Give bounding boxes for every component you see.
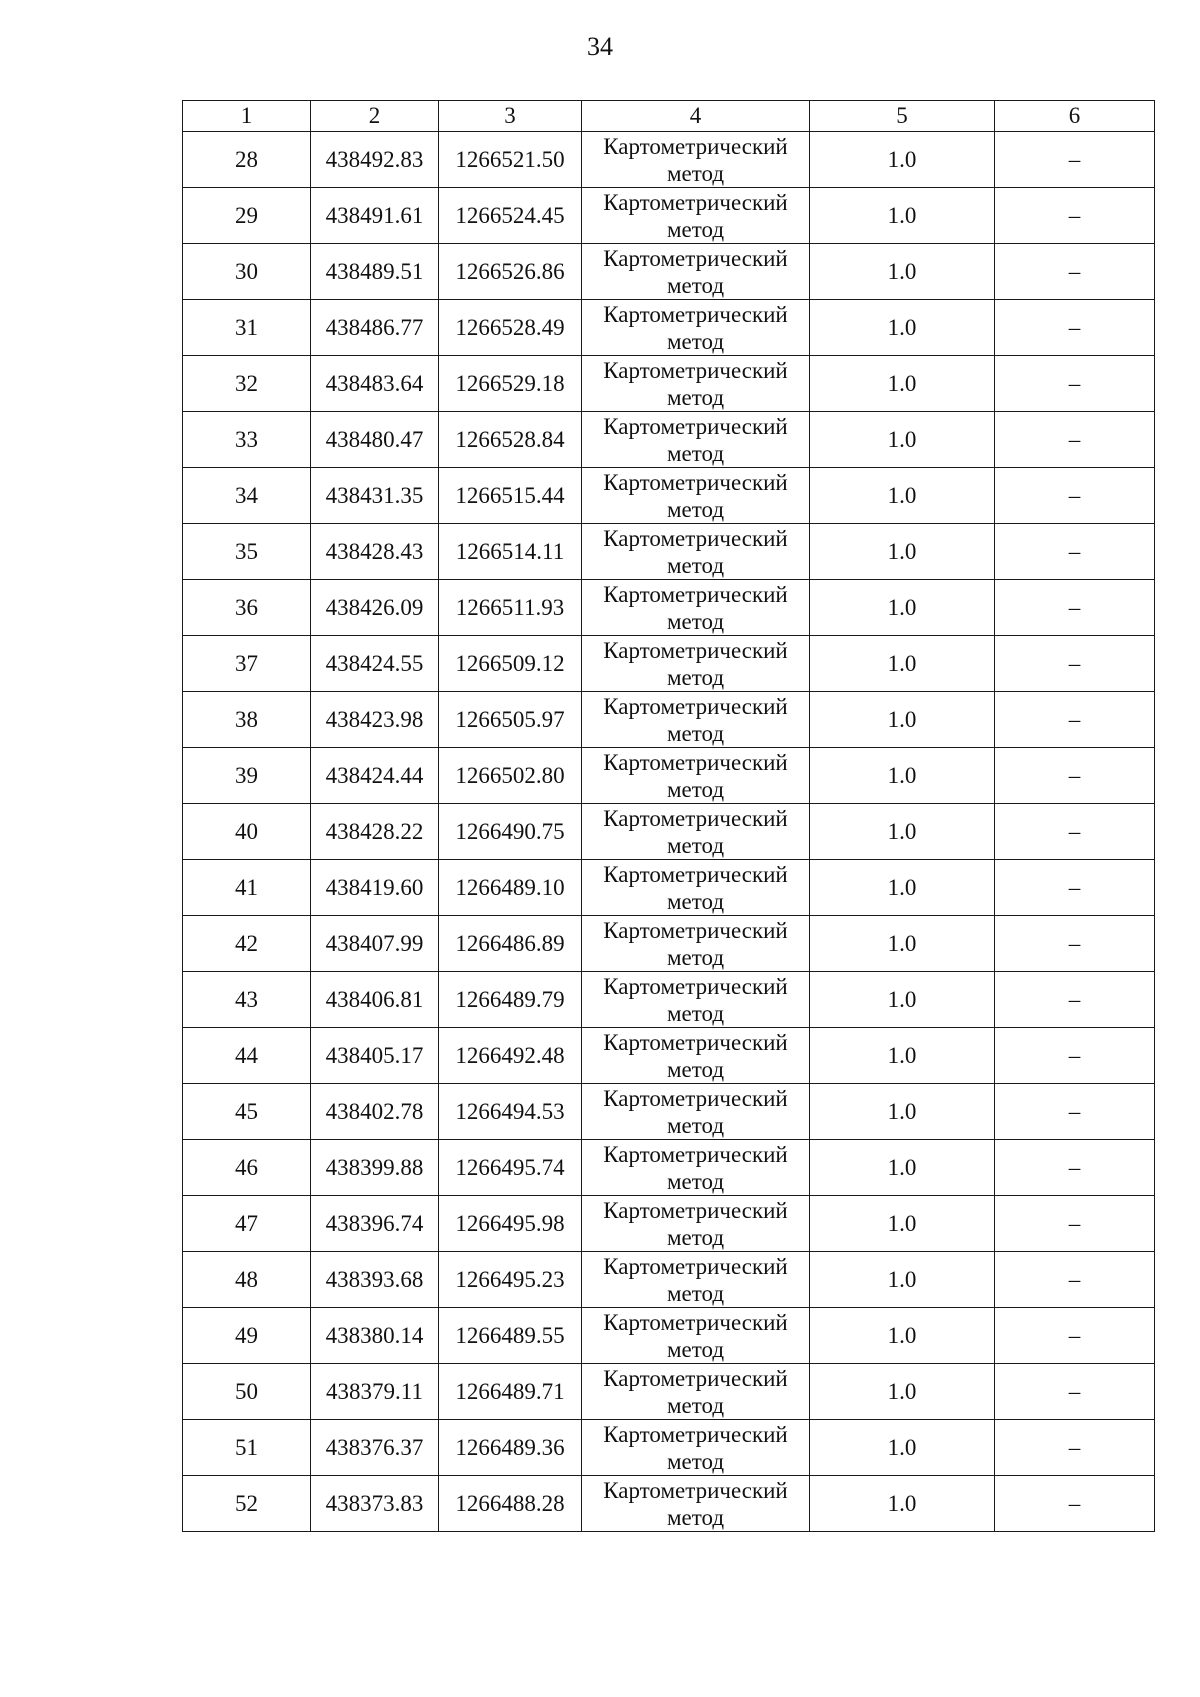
note-cell: – (995, 580, 1155, 636)
point-number-cell: 42 (183, 916, 311, 972)
table-row (183, 356, 1155, 412)
y-coordinate-cell: 1266490.75 (439, 804, 582, 860)
y-coordinate-cell: 1266489.71 (439, 1364, 582, 1420)
note-cell: – (995, 692, 1155, 748)
method-text-line-1: Картометрический (603, 637, 788, 663)
point-number-cell: 41 (183, 860, 311, 916)
method-text-line-2: метод (666, 272, 725, 298)
note-cell: – (995, 748, 1155, 804)
x-coordinate-cell: 438396.74 (311, 1196, 439, 1252)
method-text-line-2: метод (666, 216, 725, 242)
accuracy-cell: 1.0 (810, 636, 995, 692)
note-cell: – (995, 1308, 1155, 1364)
table-row (183, 300, 1155, 356)
method-text-line-1: Картометрический (603, 581, 788, 607)
table-row (183, 1084, 1155, 1140)
x-coordinate-cell: 438489.51 (311, 244, 439, 300)
accuracy-cell: 1.0 (810, 356, 995, 412)
y-coordinate-cell: 1266528.49 (439, 300, 582, 356)
point-number-cell: 37 (183, 636, 311, 692)
accuracy-cell: 1.0 (810, 1196, 995, 1252)
note-cell: – (995, 1028, 1155, 1084)
accuracy-cell: 1.0 (810, 1028, 995, 1084)
table-row (183, 804, 1155, 860)
accuracy-cell: 1.0 (810, 1140, 995, 1196)
page-number: 34 (587, 32, 613, 61)
note-cell: – (995, 804, 1155, 860)
point-number-cell: 52 (183, 1476, 311, 1532)
note-cell: – (995, 1420, 1155, 1476)
note-cell: – (995, 300, 1155, 356)
x-coordinate-cell: 438373.83 (311, 1476, 439, 1532)
method-cell (582, 1140, 810, 1196)
point-number-cell: 45 (183, 1084, 311, 1140)
accuracy-cell: 1.0 (810, 524, 995, 580)
y-coordinate-cell: 1266511.93 (439, 580, 582, 636)
y-coordinate-cell: 1266505.97 (439, 692, 582, 748)
method-text-line-2: метод (666, 1336, 725, 1362)
method-text-line-1: Картометрический (603, 1421, 788, 1447)
x-coordinate-cell: 438431.35 (311, 468, 439, 524)
accuracy-cell: 1.0 (810, 1252, 995, 1308)
method-text-line-2: метод (666, 832, 725, 858)
y-coordinate-cell: 1266489.36 (439, 1420, 582, 1476)
note-cell: – (995, 1140, 1155, 1196)
table-row (183, 132, 1155, 188)
y-coordinate-cell: 1266528.84 (439, 412, 582, 468)
x-coordinate-cell: 438428.43 (311, 524, 439, 580)
method-cell (582, 468, 810, 524)
x-coordinate-cell: 438428.22 (311, 804, 439, 860)
x-coordinate-cell: 438405.17 (311, 1028, 439, 1084)
method-text-line-2: метод (666, 160, 725, 186)
y-coordinate-cell: 1266495.23 (439, 1252, 582, 1308)
x-coordinate-cell: 438424.55 (311, 636, 439, 692)
method-text-line-1: Картометрический (603, 1029, 788, 1055)
method-text-line-2: метод (666, 1280, 725, 1306)
table-row (183, 412, 1155, 468)
method-cell (582, 1028, 810, 1084)
point-number-cell: 50 (183, 1364, 311, 1420)
method-text-line-2: метод (666, 1504, 725, 1530)
method-cell (582, 1196, 810, 1252)
table-row (183, 692, 1155, 748)
method-text-line-1: Картометрический (603, 525, 788, 551)
method-text-line-1: Картометрический (603, 413, 788, 439)
accuracy-cell: 1.0 (810, 1476, 995, 1532)
accuracy-cell: 1.0 (810, 580, 995, 636)
method-cell (582, 692, 810, 748)
column-header: 2 (311, 101, 439, 132)
point-number-cell: 48 (183, 1252, 311, 1308)
x-coordinate-cell: 438492.83 (311, 132, 439, 188)
point-number-cell: 40 (183, 804, 311, 860)
y-coordinate-cell: 1266526.86 (439, 244, 582, 300)
point-number-cell: 49 (183, 1308, 311, 1364)
method-text-line-2: метод (666, 664, 725, 690)
y-coordinate-cell: 1266492.48 (439, 1028, 582, 1084)
method-cell (582, 188, 810, 244)
x-coordinate-cell: 438379.11 (311, 1364, 439, 1420)
table-row (183, 524, 1155, 580)
method-text-line-2: метод (666, 328, 725, 354)
method-text-line-2: метод (666, 552, 725, 578)
note-cell: – (995, 188, 1155, 244)
x-coordinate-cell: 438380.14 (311, 1308, 439, 1364)
point-number-cell: 31 (183, 300, 311, 356)
table-row (183, 1476, 1155, 1532)
method-text-line-2: метод (666, 1056, 725, 1082)
method-cell (582, 1364, 810, 1420)
method-text-line-2: метод (666, 496, 725, 522)
column-header: 4 (582, 101, 810, 132)
y-coordinate-cell: 1266489.79 (439, 972, 582, 1028)
point-number-cell: 51 (183, 1420, 311, 1476)
table-row (183, 972, 1155, 1028)
accuracy-cell: 1.0 (810, 748, 995, 804)
accuracy-cell: 1.0 (810, 1364, 995, 1420)
point-number-cell: 30 (183, 244, 311, 300)
table-row (183, 636, 1155, 692)
table-row (183, 916, 1155, 972)
y-coordinate-cell: 1266486.89 (439, 916, 582, 972)
y-coordinate-cell: 1266515.44 (439, 468, 582, 524)
column-header: 5 (810, 101, 995, 132)
note-cell: – (995, 244, 1155, 300)
y-coordinate-cell: 1266489.10 (439, 860, 582, 916)
method-text-line-1: Картометрический (603, 1085, 788, 1111)
y-coordinate-cell: 1266494.53 (439, 1084, 582, 1140)
accuracy-cell: 1.0 (810, 468, 995, 524)
method-cell (582, 804, 810, 860)
table-row (183, 580, 1155, 636)
x-coordinate-cell: 438480.47 (311, 412, 439, 468)
method-text-line-1: Картометрический (603, 749, 788, 775)
method-text-line-1: Картометрический (603, 805, 788, 831)
table-row (183, 1308, 1155, 1364)
method-cell (582, 1308, 810, 1364)
point-number-cell: 33 (183, 412, 311, 468)
accuracy-cell: 1.0 (810, 300, 995, 356)
x-coordinate-cell: 438486.77 (311, 300, 439, 356)
note-cell: – (995, 972, 1155, 1028)
point-number-cell: 28 (183, 132, 311, 188)
y-coordinate-cell: 1266529.18 (439, 356, 582, 412)
coordinates-table (182, 100, 1155, 1532)
method-text-line-2: метод (666, 720, 725, 746)
method-text-line-1: Картометрический (603, 301, 788, 327)
method-text-line-1: Картометрический (603, 1477, 788, 1503)
method-cell (582, 972, 810, 1028)
note-cell: – (995, 1364, 1155, 1420)
note-cell: – (995, 916, 1155, 972)
point-number-cell: 46 (183, 1140, 311, 1196)
accuracy-cell: 1.0 (810, 244, 995, 300)
method-text-line-1: Картометрический (603, 189, 788, 215)
method-text-line-1: Картометрический (603, 245, 788, 271)
accuracy-cell: 1.0 (810, 412, 995, 468)
method-text-line-2: метод (666, 1168, 725, 1194)
x-coordinate-cell: 438419.60 (311, 860, 439, 916)
note-cell: – (995, 636, 1155, 692)
column-header: 3 (439, 101, 582, 132)
note-cell: – (995, 524, 1155, 580)
note-cell: – (995, 468, 1155, 524)
method-text-line-1: Картометрический (603, 357, 788, 383)
accuracy-cell: 1.0 (810, 188, 995, 244)
note-cell: – (995, 860, 1155, 916)
method-text-line-2: метод (666, 440, 725, 466)
point-number-cell: 43 (183, 972, 311, 1028)
method-text-line-1: Картометрический (603, 1141, 788, 1167)
point-number-cell: 39 (183, 748, 311, 804)
method-text-line-1: Картометрический (603, 1253, 788, 1279)
note-cell: – (995, 412, 1155, 468)
y-coordinate-cell: 1266502.80 (439, 748, 582, 804)
method-cell (582, 916, 810, 972)
method-text-line-2: метод (666, 1392, 725, 1418)
point-number-cell: 29 (183, 188, 311, 244)
note-cell: – (995, 356, 1155, 412)
x-coordinate-cell: 438402.78 (311, 1084, 439, 1140)
method-text-line-2: метод (666, 384, 725, 410)
x-coordinate-cell: 438399.88 (311, 1140, 439, 1196)
note-cell: – (995, 1084, 1155, 1140)
table-row (183, 244, 1155, 300)
table-row (183, 468, 1155, 524)
x-coordinate-cell: 438483.64 (311, 356, 439, 412)
method-text-line-2: метод (666, 944, 725, 970)
x-coordinate-cell: 438423.98 (311, 692, 439, 748)
point-number-cell: 36 (183, 580, 311, 636)
method-text-line-2: метод (666, 776, 725, 802)
table-row (183, 1196, 1155, 1252)
table-row (183, 1420, 1155, 1476)
y-coordinate-cell: 1266489.55 (439, 1308, 582, 1364)
x-coordinate-cell: 438406.81 (311, 972, 439, 1028)
method-text-line-1: Картометрический (603, 693, 788, 719)
method-cell (582, 412, 810, 468)
x-coordinate-cell: 438491.61 (311, 188, 439, 244)
method-text-line-2: метод (666, 888, 725, 914)
table-row (183, 1252, 1155, 1308)
method-cell (582, 748, 810, 804)
x-coordinate-cell: 438407.99 (311, 916, 439, 972)
method-text-line-1: Картометрический (603, 1309, 788, 1335)
method-text-line-2: метод (666, 608, 725, 634)
table-row (183, 860, 1155, 916)
method-text-line-1: Картометрический (603, 469, 788, 495)
note-cell: – (995, 132, 1155, 188)
accuracy-cell: 1.0 (810, 692, 995, 748)
method-text-line-1: Картометрический (603, 917, 788, 943)
y-coordinate-cell: 1266488.28 (439, 1476, 582, 1532)
coordinates-table-body (183, 101, 1155, 1532)
method-cell (582, 580, 810, 636)
method-cell (582, 1420, 810, 1476)
note-cell: – (995, 1196, 1155, 1252)
point-number-cell: 32 (183, 356, 311, 412)
table-row (183, 1028, 1155, 1084)
method-cell (582, 524, 810, 580)
accuracy-cell: 1.0 (810, 1308, 995, 1364)
method-text-line-1: Картометрический (603, 973, 788, 999)
point-number-cell: 35 (183, 524, 311, 580)
x-coordinate-cell: 438424.44 (311, 748, 439, 804)
accuracy-cell: 1.0 (810, 1084, 995, 1140)
x-coordinate-cell: 438393.68 (311, 1252, 439, 1308)
table-row (183, 1140, 1155, 1196)
y-coordinate-cell: 1266495.74 (439, 1140, 582, 1196)
y-coordinate-cell: 1266521.50 (439, 132, 582, 188)
accuracy-cell: 1.0 (810, 1420, 995, 1476)
accuracy-cell: 1.0 (810, 132, 995, 188)
method-text-line-2: метод (666, 1224, 725, 1250)
accuracy-cell: 1.0 (810, 860, 995, 916)
column-header: 6 (995, 101, 1155, 132)
method-text-line-1: Картометрический (603, 1197, 788, 1223)
method-cell (582, 860, 810, 916)
method-cell (582, 1476, 810, 1532)
point-number-cell: 44 (183, 1028, 311, 1084)
method-cell (582, 1084, 810, 1140)
table-row (183, 748, 1155, 804)
method-text-line-2: метод (666, 1112, 725, 1138)
y-coordinate-cell: 1266509.12 (439, 636, 582, 692)
point-number-cell: 47 (183, 1196, 311, 1252)
note-cell: – (995, 1476, 1155, 1532)
table-header-row (183, 101, 1155, 132)
table-row (183, 188, 1155, 244)
method-cell (582, 636, 810, 692)
x-coordinate-cell: 438426.09 (311, 580, 439, 636)
method-text-line-1: Картометрический (603, 861, 788, 887)
method-text-line-2: метод (666, 1000, 725, 1026)
method-cell (582, 244, 810, 300)
x-coordinate-cell: 438376.37 (311, 1420, 439, 1476)
method-cell (582, 1252, 810, 1308)
accuracy-cell: 1.0 (810, 972, 995, 1028)
y-coordinate-cell: 1266514.11 (439, 524, 582, 580)
note-cell: – (995, 1252, 1155, 1308)
method-text-line-1: Картометрический (603, 1365, 788, 1391)
point-number-cell: 34 (183, 468, 311, 524)
method-cell (582, 132, 810, 188)
accuracy-cell: 1.0 (810, 916, 995, 972)
table-row (183, 1364, 1155, 1420)
method-text-line-2: метод (666, 1448, 725, 1474)
method-cell (582, 300, 810, 356)
y-coordinate-cell: 1266524.45 (439, 188, 582, 244)
y-coordinate-cell: 1266495.98 (439, 1196, 582, 1252)
point-number-cell: 38 (183, 692, 311, 748)
column-header: 1 (183, 101, 311, 132)
method-text-line-1: Картометрический (603, 133, 788, 159)
method-cell (582, 356, 810, 412)
accuracy-cell: 1.0 (810, 804, 995, 860)
